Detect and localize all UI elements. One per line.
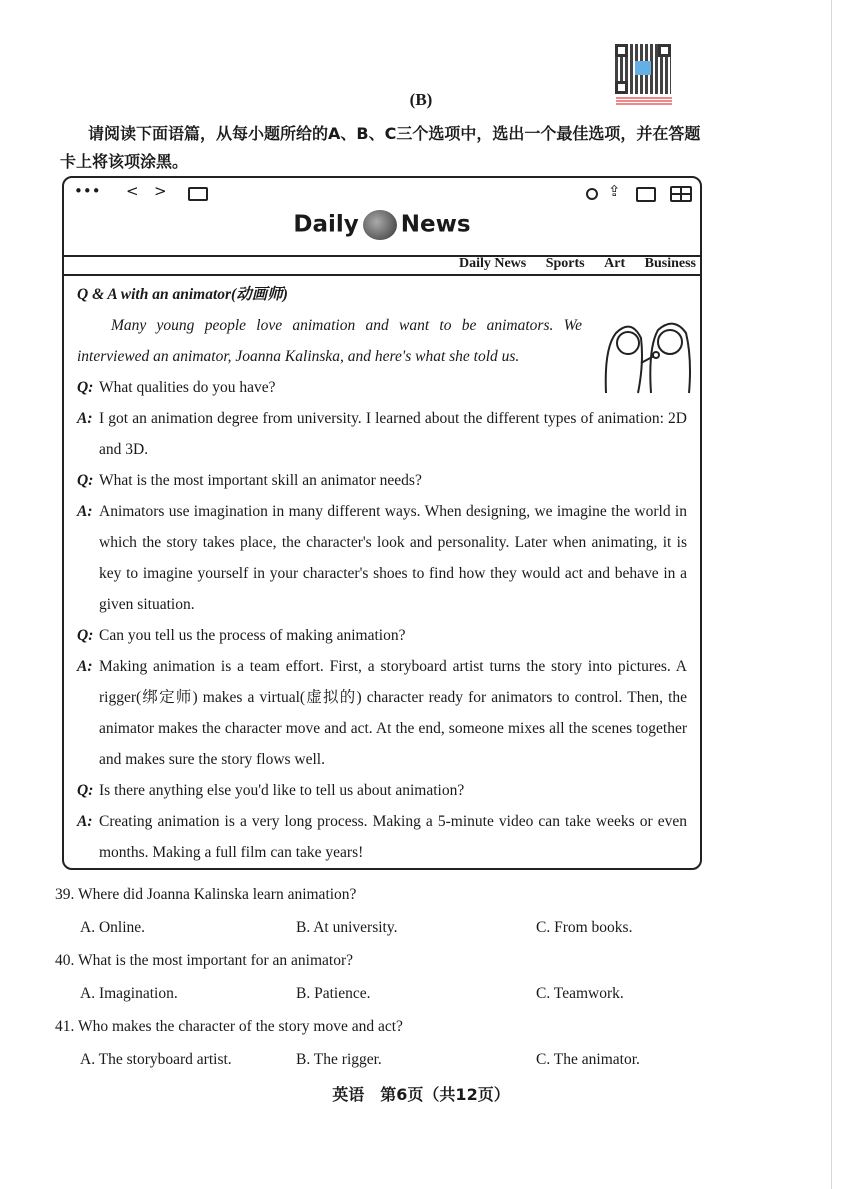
qa-text: Is there anything else you'd like to tell us about animation? bbox=[99, 782, 465, 799]
options-39 bbox=[80, 911, 755, 944]
questions bbox=[55, 878, 755, 1076]
browser-frame bbox=[62, 176, 702, 870]
nav-sports[interactable]: Sports bbox=[545, 256, 585, 271]
circle-icon[interactable] bbox=[586, 188, 598, 200]
qa-item bbox=[77, 620, 687, 651]
option-c[interactable]: C. Teamwork. bbox=[536, 985, 624, 1002]
nav-business[interactable]: Business bbox=[644, 256, 696, 271]
option-c[interactable]: C. From books. bbox=[536, 919, 633, 936]
site-nav bbox=[443, 256, 696, 272]
back-icon[interactable]: < bbox=[126, 182, 139, 200]
qa-label: Q: bbox=[77, 472, 94, 489]
divider bbox=[64, 274, 700, 276]
qa-label: A: bbox=[77, 503, 93, 520]
qa-text: What qualities do you have? bbox=[99, 379, 276, 396]
more-icon[interactable]: ••• bbox=[74, 182, 101, 200]
option-c[interactable]: C. The animator. bbox=[536, 1051, 640, 1068]
option-a[interactable]: A. Online. bbox=[80, 919, 146, 936]
qa-text: Creating animation is a very long process. Making a 5-minute video can take weeks or even months. Making a full film can take years! bbox=[99, 813, 687, 861]
qa-label: A: bbox=[77, 658, 93, 675]
qa-item bbox=[77, 806, 687, 868]
logo-text-right: News bbox=[400, 211, 471, 238]
sidebar-icon[interactable] bbox=[188, 187, 208, 201]
logo-text-left: Daily bbox=[293, 211, 359, 238]
tabs-icon[interactable] bbox=[636, 187, 656, 202]
option-a[interactable]: A. Imagination. bbox=[80, 985, 178, 1002]
nav-art[interactable]: Art bbox=[604, 256, 626, 271]
forward-icon[interactable]: > bbox=[154, 182, 167, 200]
qa-label: Q: bbox=[77, 627, 94, 644]
qa-item bbox=[77, 775, 687, 806]
qa-item bbox=[77, 651, 687, 775]
daily-news-logo bbox=[64, 210, 700, 240]
qa-label: A: bbox=[77, 410, 93, 427]
qa-text: I got an animation degree from university. I learned about the different types of animation: 2D and 3D. bbox=[99, 410, 687, 458]
page-footer: 英语 第6页（共12页） bbox=[332, 1085, 510, 1104]
qa-text: Can you tell us the process of making animation? bbox=[99, 627, 406, 644]
qa-text: Animators use imagination in many different ways. When designing, we imagine the world in which the story takes place, the character's look and personality. Later when animating, it is key to imagine yourself in your character's shoes to find how they would act and behave in a given situation. bbox=[99, 503, 687, 613]
qa-item bbox=[77, 372, 687, 403]
qr-code-icon bbox=[615, 44, 671, 94]
options-40 bbox=[80, 977, 755, 1010]
qa-text: What is the most important skill an animator needs? bbox=[99, 472, 422, 489]
qa-label: A: bbox=[77, 813, 93, 830]
qa-text: Making animation is a team effort. First, a storyboard artist turns the story into pictures. A rigger(绑定师) makes a virtual(虚拟的) character ready for animators to control. Then, the animator makes the character move and act. At the end, someone mixes all the scenes together and makes sure the story flows well. bbox=[99, 658, 687, 768]
article bbox=[77, 279, 687, 868]
globe-icon bbox=[363, 210, 397, 240]
article-intro: Many young people love animation and want to be animators. We interviewed an animator, Joanna Kalinska, and here's what she told us. bbox=[77, 317, 582, 365]
option-b[interactable]: B. Patience. bbox=[296, 985, 371, 1002]
question-40: 40. What is the most important for an animator? bbox=[55, 952, 354, 969]
question-41: 41. Who makes the character of the story move and act? bbox=[55, 1018, 403, 1035]
article-title: Q & A with an animator(动画师) bbox=[77, 286, 288, 303]
nav-daily-news[interactable]: Daily News bbox=[458, 256, 527, 271]
grid-icon[interactable] bbox=[670, 186, 692, 202]
browser-toolbar bbox=[64, 178, 700, 208]
question-39: 39. Where did Joanna Kalinska learn animation? bbox=[55, 886, 357, 903]
qa-item bbox=[77, 403, 687, 465]
qa-label: Q: bbox=[77, 782, 94, 799]
scan-edge bbox=[831, 0, 832, 1189]
qa-label: Q: bbox=[77, 379, 94, 396]
option-b[interactable]: B. At university. bbox=[296, 919, 398, 936]
options-41 bbox=[80, 1043, 755, 1076]
instruction: 请阅读下面语篇，从每小题所给的A、B、C三个选项中，选出一个最佳选项，并在答题卡上将该项涂黑。 bbox=[60, 124, 701, 171]
qa-item bbox=[77, 465, 687, 496]
section-label: (B) bbox=[409, 90, 433, 109]
option-b[interactable]: B. The rigger. bbox=[296, 1051, 382, 1068]
share-icon[interactable]: ⇪ bbox=[608, 182, 621, 200]
option-a[interactable]: A. The storyboard artist. bbox=[80, 1051, 232, 1068]
qa-item bbox=[77, 496, 687, 620]
